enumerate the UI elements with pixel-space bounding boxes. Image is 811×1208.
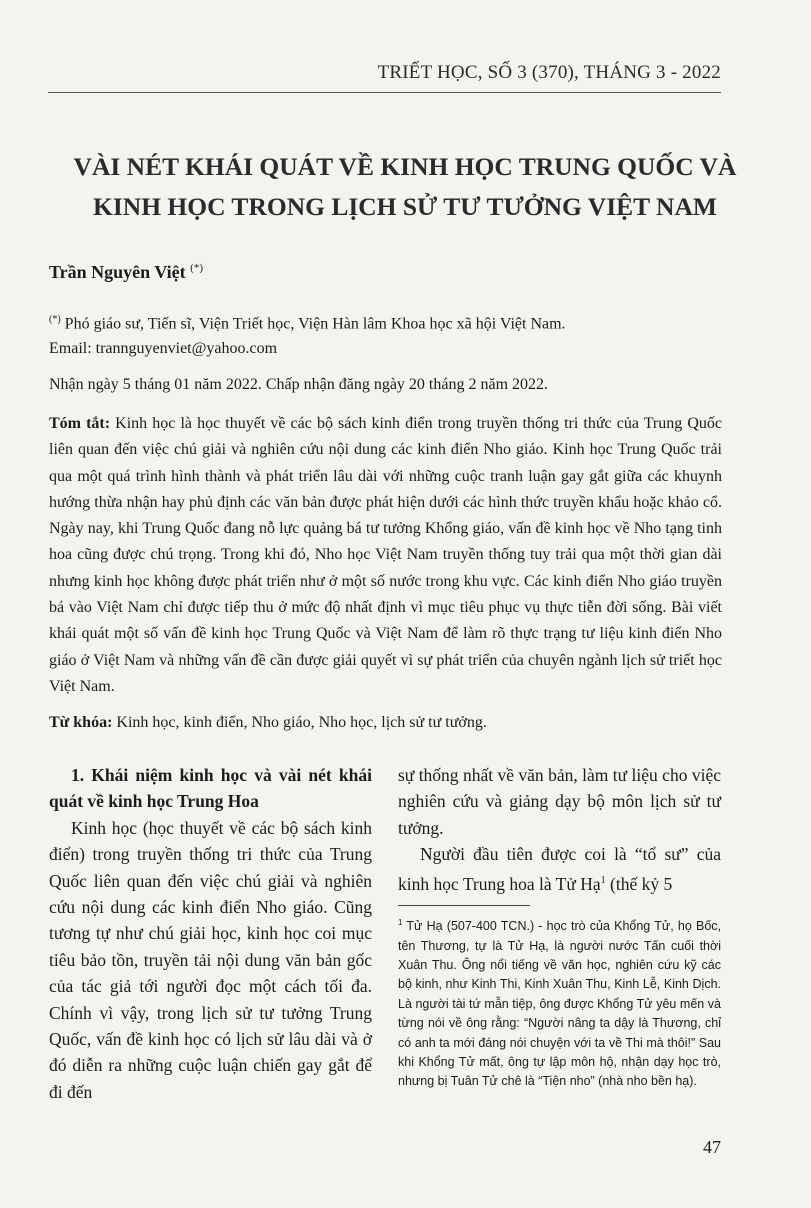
footnote — [398, 913, 721, 1092]
section-heading: 1. Khái niệm kinh học và vài nét khái quát về kinh học Trung Hoa — [49, 765, 372, 812]
affiliation — [49, 314, 566, 333]
article-title — [40, 147, 770, 227]
running-header: TRIẾT HỌC, SỐ 3 (370), THÁNG 3 - 2022 — [377, 62, 721, 83]
affiliation-text: Phó giáo sư, Tiến sĩ, Viện Triết học, Viện Hàn lâm Khoa học xã hội Việt Nam. — [64, 315, 566, 333]
right-paragraph-2 — [398, 841, 721, 897]
footnote-rule — [398, 905, 530, 906]
footnote-text: Tử Hạ (507-400 TCN.) - học trò của Khổng Tử, họ Bốc, tên Thương, tự là Tử Hạ, là người nước Tấn cuối thời Xuân Thu. Ông nổi tiếng về văn học, nghiên cứu kỹ các bộ kinh, như Kinh Thi, Kinh Xuân Thu, Kinh Lễ, Kinh Dịch. Là người tài tứ mẫn tiệp, ông được Khổng Tử yêu mến và từng nói về ông rằng: “Người nâng ta dậy là Thương, chỉ có anh ta mới đáng nói chuyện với ta về Thi mà thôi!” Sau khi Khổng Tử mất, ông tự lập môn hộ, nhận dạy học trò, nhưng bị Tuân Tử chê là “Tiện nho” (nhà nho bền hạ). — [398, 919, 721, 1089]
abstract-text: Kinh học là học thuyết về các bộ sách kinh điển trong truyền thống tri thức của Trung Quốc liên quan đến việc chú giải và nghiên cứu nội dung các kinh điển Nho giáo. Kinh học Trung Quốc trải qua một quá trình hình thành và phát triển lâu dài với những cuộc tranh luận gay gắt giữa các khuynh hướng thừa nhận hay phủ định các văn bản được phát hiện dưới các hình thức truyền khẩu hoặc khảo cổ. Ngày nay, khi Trung Quốc đang nỗ lực quảng bá tư tưởng Khổng giáo, vấn đề kinh học về Nho tạng tinh hoa cũng được chú trọng. Trong khi đó, Nho học Việt Nam truyền thống tuy trải qua một thời gian dài nhưng kinh học không được phát triển như ở một số nước trong khu vực. Các kinh điển Nho giáo truyền bá vào Việt Nam chỉ được tiếp thu ở mức độ nhất định vì mục tiêu phục vụ thực tiễn đời sống. Bài viết khái quát một số vấn đề kinh học Trung Quốc và Việt Nam để làm rõ thực trạng tư liệu kinh điển Nho giáo ở Việt Nam và những vấn đề cần được giải quyết vì sự phát triển của chuyên ngành lịch sử triết học Việt Nam. — [49, 415, 722, 695]
author-footnote-mark: (*) — [190, 262, 203, 274]
left-paragraph: Kinh học (học thuyết về các bộ sách kinh điển) trong truyền thống tri thức của Trung Quốc liên quan đến việc chú giải và nghiên cứu nội dung các kinh điển Nho giáo. Cũng tương tự như chú giải học, kinh học coi mục tiêu bảo tồn, truyền tải nội dung văn bản gốc của tác giả tới người đọc một cách tối đa. Chính vì vậy, trong lịch sử tư tưởng Trung Quốc, vấn đề kinh học có lịch sử lâu dài và ở đó diễn ra những cuộc luận chiến gay gắt để đi đến — [49, 817, 372, 1102]
abstract — [49, 411, 722, 700]
right-paragraph-1: sự thống nhất về văn bản, làm tư liệu cho việc nghiên cứu và giảng dạy bộ môn lịch sử tư tưởng. — [398, 765, 721, 838]
title-line-1: VÀI NÉT KHÁI QUÁT VỀ KINH HỌC TRUNG QUỐC VÀ — [73, 152, 737, 181]
received-accepted-dates: Nhận ngày 5 tháng 01 năm 2022. Chấp nhận đăng ngày 20 tháng 2 năm 2022. — [49, 376, 549, 393]
affiliation-mark: (*) — [49, 314, 61, 325]
right-paragraph-2-text: Người đầu tiên được coi là “tổ sư” của kinh học Trung hoa là Tử Hạ — [398, 844, 721, 894]
author-name — [49, 262, 203, 283]
keywords-label: Từ khóa: — [49, 714, 113, 731]
footnote-reference: 1 — [600, 874, 606, 886]
header-rule — [48, 92, 721, 93]
footnote-number: 1 — [398, 918, 403, 927]
title-line-2: KINH HỌC TRONG LỊCH SỬ TƯ TƯỞNG VIỆT NAM — [93, 192, 717, 221]
keywords-text: Kinh học, kinh điển, Nho giáo, Nho học, lịch sử tư tưởng. — [116, 714, 487, 731]
abstract-label: Tóm tắt: — [49, 415, 111, 432]
author-email: Email: trannguyenviet@yahoo.com — [49, 340, 278, 357]
left-column — [49, 762, 372, 1105]
right-paragraph-2-tail: (thế kỷ 5 — [605, 873, 673, 894]
keywords — [49, 714, 487, 732]
page-number: 47 — [703, 1137, 721, 1157]
author-text: Trần Nguyên Việt — [49, 262, 186, 282]
right-column — [398, 762, 721, 897]
